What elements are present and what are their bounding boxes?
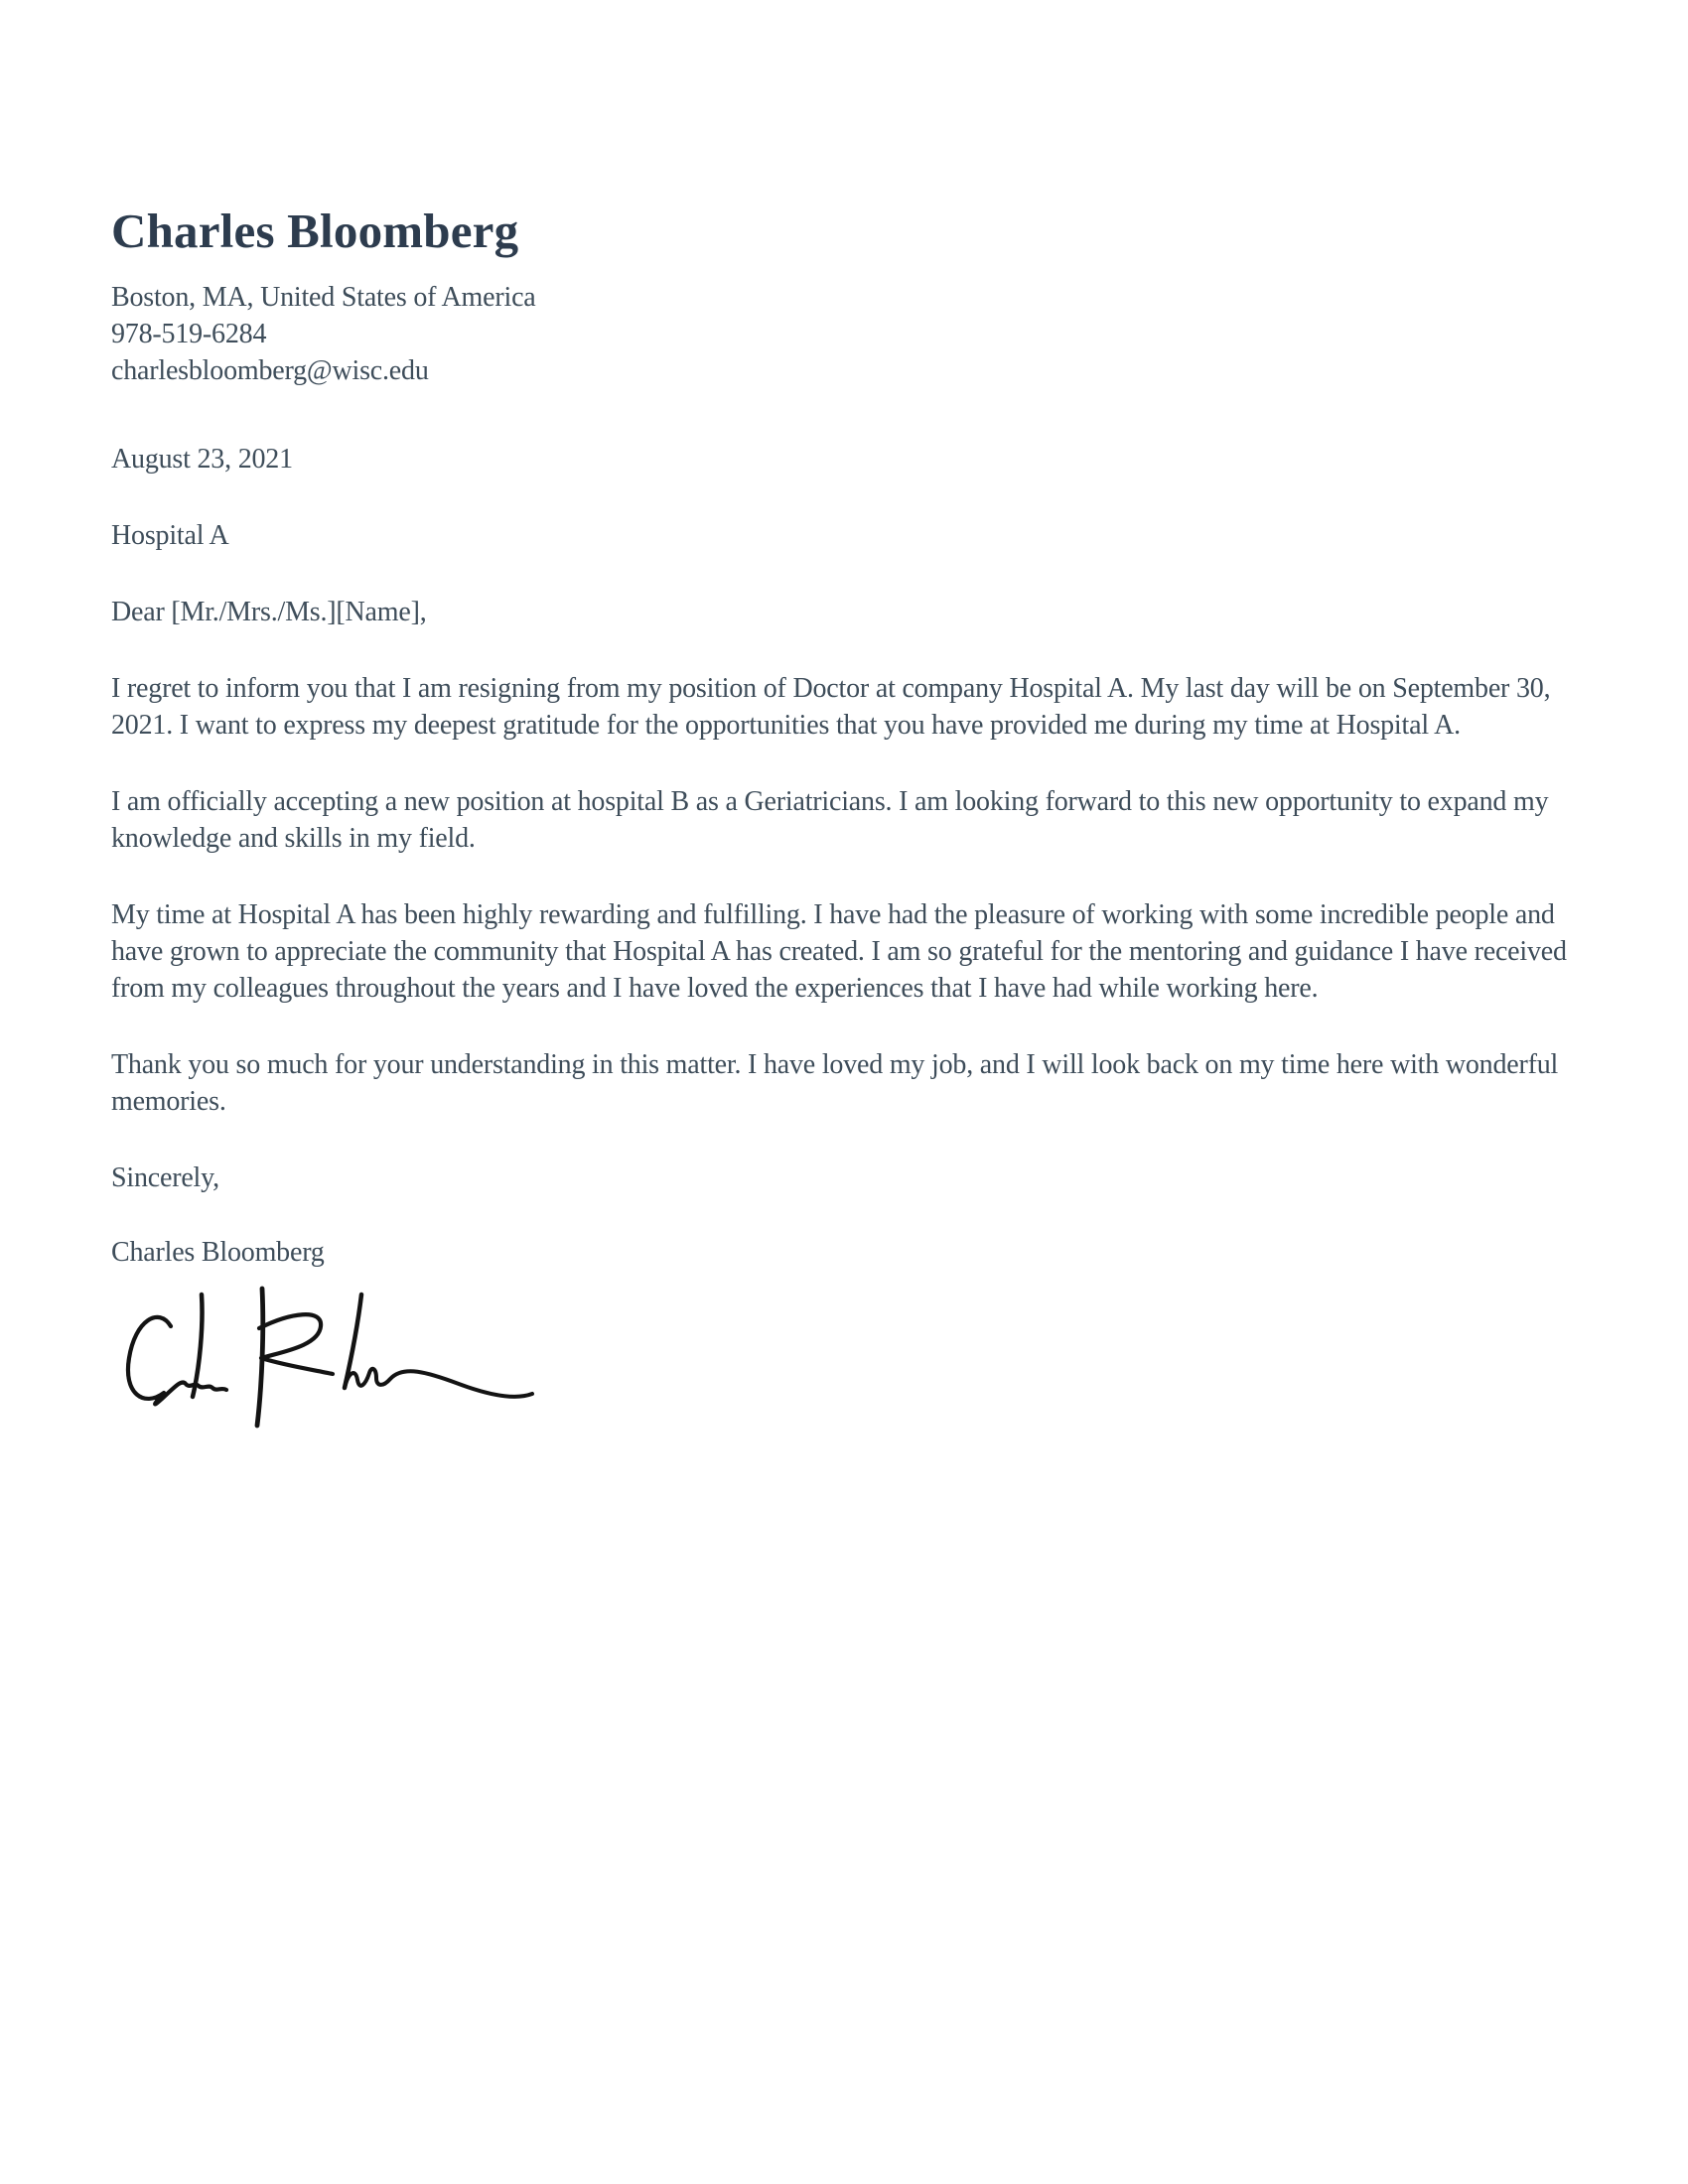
sender-phone: 978-519-6284 (111, 319, 267, 349)
body-paragraph-2: I am officially accepting a new position at hospital B as a Geriatricians. I am looking forward to this new opportunity to expand my knowledge and skills in my field. (111, 786, 1549, 854)
body-paragraph-4: Thank you so much for your understanding in this matter. I have loved my job, and I will look back on my time here with wonderful memories. (111, 1049, 1559, 1117)
recipient-name: Hospital A (111, 520, 229, 551)
body-paragraph-3: My time at Hospital A has been highly rewarding and fulfilling. I have had the pleasure of working with some incredible people and have grown to appreciate the community that Hospital A has created. I am so grateful for the mentoring and guidance I have received from my colleagues throughout the years and I have loved the experiences that I have had while working here. (111, 899, 1567, 1004)
sender-name-heading: Charles Bloomberg (111, 204, 519, 258)
signature-typed-name: Charles Bloomberg (111, 1237, 325, 1268)
body-paragraph-1: I regret to inform you that I am resigning from my position of Doctor at company Hospital A. My last day will be on September 30, 2021. I want to express my deepest gratitude for the opportunities that you have provided me during my time at Hospital A. (111, 673, 1551, 741)
handwritten-signature-icon (109, 1283, 536, 1439)
signature-area (109, 1283, 1577, 1444)
closing-sincerely: Sincerely, (111, 1162, 219, 1193)
salutation: Dear [Mr./Mrs./Ms.][Name], (111, 597, 427, 627)
sender-location: Boston, MA, United States of America (111, 282, 536, 313)
sender-email: charlesbloomberg@wisc.edu (111, 355, 429, 386)
sender-contact-block (111, 279, 1577, 389)
letter-date: August 23, 2021 (111, 444, 293, 475)
